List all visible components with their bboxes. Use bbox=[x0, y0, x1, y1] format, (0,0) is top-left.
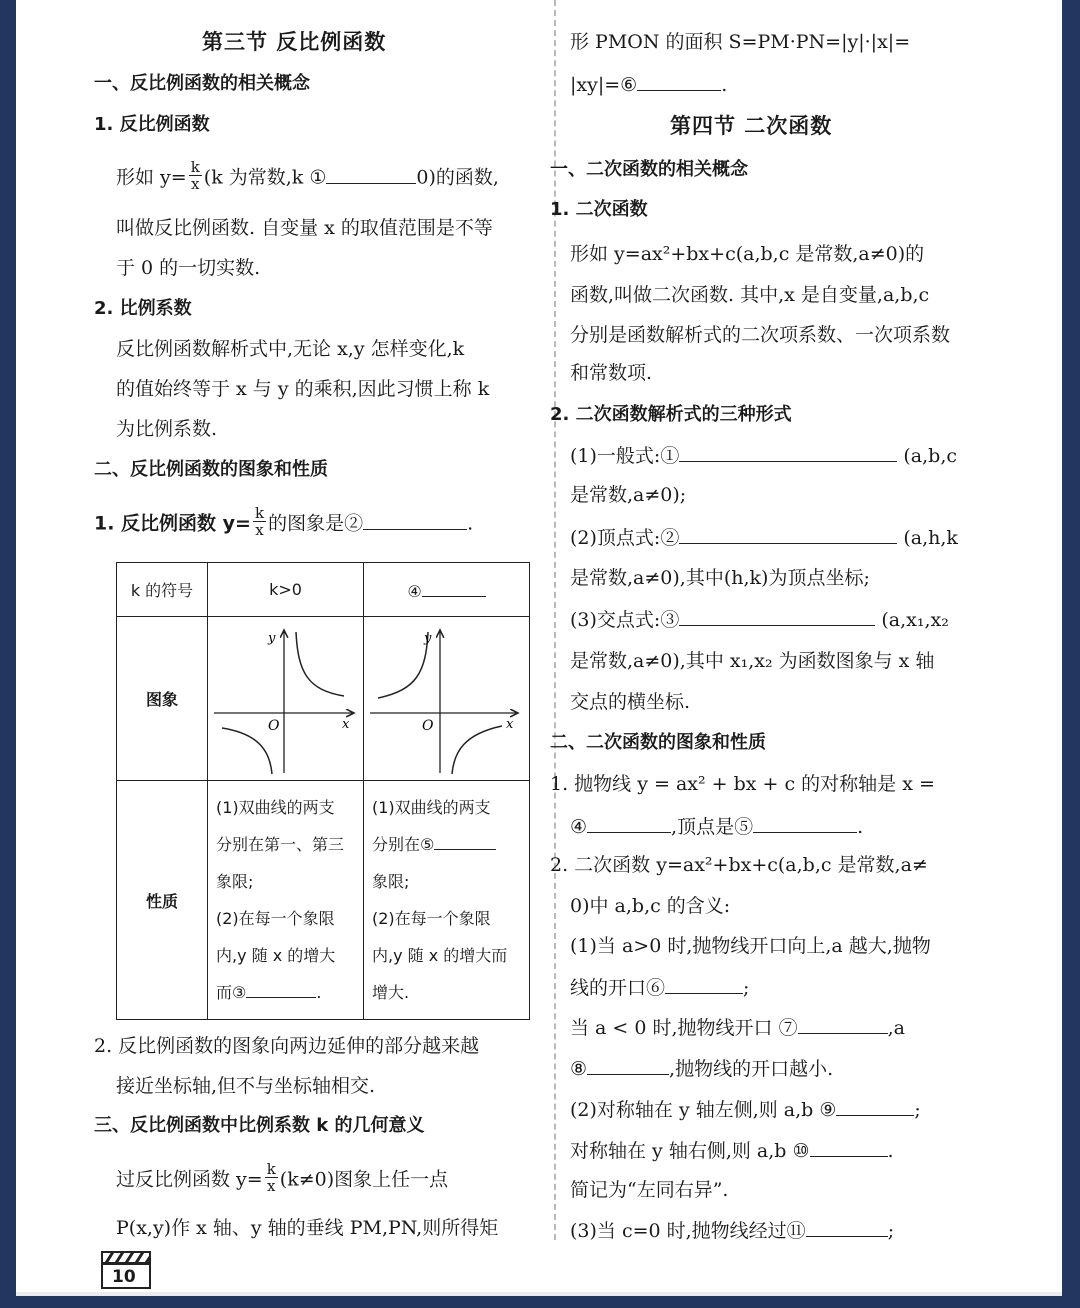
definition-line-2: 叫做反比例函数. 自变量 x 的取值范围是不等 bbox=[116, 217, 493, 239]
heading-inverse-concepts: 一、反比例函数的相关概念 bbox=[94, 73, 310, 94]
coef-b-line-2: 对称轴在 y 轴右侧,则 a,b ⑩ . bbox=[570, 1140, 894, 1162]
graph-negative-k bbox=[364, 617, 530, 781]
page-number: 10 bbox=[112, 1267, 136, 1287]
fraction-k-over-x: $\frac{k}{x}$ bbox=[254, 504, 265, 539]
blank-q7 bbox=[798, 1015, 888, 1034]
coef-a-line-3: 当 a < 0 时,抛物线开口 ⑦ ,a bbox=[570, 1017, 905, 1039]
blank-6 bbox=[637, 72, 721, 91]
axis-origin-label: O bbox=[268, 717, 280, 734]
blank-q9 bbox=[836, 1097, 914, 1116]
item2-line-2: 接近坐标轴,但不与坐标轴相交. bbox=[116, 1075, 376, 1097]
heading-inverse-definition: 1. 反比例函数 bbox=[94, 114, 210, 135]
geometric-line-1: 过反比例函数 y= $\frac{k}{x}$ (k≠0)图象上任一点 bbox=[116, 1160, 449, 1195]
table-header-sign: k 的符号 bbox=[117, 563, 208, 617]
blank-q4 bbox=[587, 814, 671, 833]
axis-y-label: y bbox=[268, 630, 276, 646]
definition-line-3: 于 0 的一切实数. bbox=[116, 257, 261, 279]
blank-3 bbox=[246, 983, 316, 998]
geometric-line-2: P(x,y)作 x 轴、y 轴的垂线 PM,PN,则所得矩 bbox=[116, 1217, 499, 1239]
coef-b-line-1: (2)对称轴在 y 轴左侧,则 a,b ⑨ ; bbox=[570, 1099, 921, 1121]
blank-q5 bbox=[753, 814, 857, 833]
form-vertex: (2)顶点式:② (a,h,k bbox=[570, 527, 958, 549]
fraction-k-over-x: $\frac{k}{x}$ bbox=[266, 1160, 276, 1195]
coef-a-line-1: (1)当 a>0 时,抛物线开口向上,a 越大,抛物 bbox=[570, 935, 931, 957]
coefficient-line-3: 为比例系数. bbox=[116, 418, 218, 440]
coefficient-line-2: 的值始终等于 x 与 y 的乘积,因此习惯上称 k bbox=[116, 378, 490, 400]
blank-q2 bbox=[679, 525, 897, 544]
heading-quadratic-graph: 二、二次函数的图象和性质 bbox=[550, 732, 766, 753]
form-intercept-line-2: 是常数,a≠0),其中 x₁,x₂ 为函数图象与 x 轴 bbox=[570, 650, 935, 672]
parabola-item-2-line-2: 0)中 a,b,c 的含义: bbox=[570, 895, 731, 917]
coef-b-line-3: 简记为“左同右异”. bbox=[570, 1179, 729, 1201]
column-divider bbox=[554, 0, 556, 1240]
fraction-k-over-x: $\frac{k}{x}$ bbox=[190, 158, 200, 193]
form-vertex-line-2: 是常数,a≠0),其中(h,k)为顶点坐标; bbox=[570, 567, 870, 589]
parabola-item-1-line-2: ④ ,顶点是⑤ . bbox=[570, 816, 864, 838]
item2-line-1: 2. 反比例函数的图象向两边延伸的部分越来越 bbox=[94, 1035, 480, 1057]
coef-a-line-4: ⑧ ,抛物线的开口越小. bbox=[570, 1058, 834, 1080]
inverse-property-table bbox=[116, 562, 530, 1020]
graph-positive-k bbox=[208, 617, 364, 781]
coefficient-line-1: 反比例函数解析式中,无论 x,y 怎样变化,k bbox=[116, 338, 465, 360]
textbook-page bbox=[16, 0, 1062, 1296]
blank-q3 bbox=[679, 607, 875, 626]
definition-line-1: 形如 y= $\frac{k}{x}$ (k 为常数,k ① 0)的函数, bbox=[116, 158, 499, 193]
graph-item-1: 1. 反比例函数 y= $\frac{k}{x}$ 的图象是② . bbox=[94, 504, 474, 539]
form-intercept-line-3: 交点的横坐标. bbox=[570, 691, 691, 713]
blank-q1 bbox=[679, 443, 897, 462]
continued-line-2: |xy|=⑥ . bbox=[570, 74, 728, 96]
quad-def-line-3: 分别是函数解析式的二次项系数、一次项系数 bbox=[570, 324, 951, 346]
coef-a-line-2: 线的开口⑥ ; bbox=[570, 977, 750, 999]
property-positive-k: (1)双曲线的两支 分别在第一、第三 象限; (2)在每一个象限 内,y 随 x 的增大 而③ . bbox=[208, 781, 364, 1020]
property-negative-k: (1)双曲线的两支 分别在⑤ 象限; (2)在每一个象限 内,y 随 x 的增大而 增大. bbox=[364, 781, 530, 1020]
quad-def-line-4: 和常数项. bbox=[570, 362, 653, 384]
blank-q10 bbox=[810, 1138, 888, 1157]
form-intercept: (3)交点式:③ (a,x₁,x₂ bbox=[570, 609, 949, 631]
table-row-graph-label: 图象 bbox=[117, 617, 208, 781]
blank-q8 bbox=[587, 1056, 669, 1075]
axis-origin-label: O bbox=[422, 717, 434, 734]
section-title-quadratic: 第四节 二次函数 bbox=[670, 114, 833, 138]
heading-quadratic-definition: 1. 二次函数 bbox=[550, 199, 648, 220]
page-number-badge bbox=[100, 1248, 154, 1290]
heading-inverse-graph: 二、反比例函数的图象和性质 bbox=[94, 459, 328, 480]
heading-coefficient: 2. 比例系数 bbox=[94, 298, 192, 319]
table-header-negative: ④ bbox=[364, 563, 530, 617]
blank-1 bbox=[326, 165, 416, 184]
parabola-item-1: 1. 抛物线 y = ax² + bx + c 的对称轴是 x = bbox=[550, 773, 935, 795]
parabola-item-2: 2. 二次函数 y=ax²+bx+c(a,b,c 是常数,a≠ bbox=[550, 854, 928, 876]
heading-geometric-meaning: 三、反比例函数中比例系数 k 的几何意义 bbox=[94, 1115, 425, 1136]
axis-x-label: x bbox=[506, 716, 514, 732]
continued-line-1: 形 PMON 的面积 S=PM·PN=|y|·|x|= bbox=[570, 31, 911, 53]
heading-three-forms: 2. 二次函数解析式的三种形式 bbox=[550, 404, 792, 425]
coef-c-line-1: (3)当 c=0 时,抛物线经过⑪ ; bbox=[570, 1220, 895, 1242]
heading-quadratic-concepts: 一、二次函数的相关概念 bbox=[550, 159, 748, 180]
form-general: (1)一般式:① (a,b,c bbox=[570, 445, 957, 467]
blank-q11 bbox=[806, 1218, 888, 1237]
quad-def-line-2: 函数,叫做二次函数. 其中,x 是自变量,a,b,c bbox=[570, 284, 930, 306]
table-row-property-label: 性质 bbox=[117, 781, 208, 1020]
table-header-positive: k>0 bbox=[208, 563, 364, 617]
blank-q6 bbox=[665, 975, 743, 994]
form-general-line-2: 是常数,a≠0); bbox=[570, 484, 687, 506]
section-title-inverse: 第三节 反比例函数 bbox=[202, 30, 387, 54]
blank-5 bbox=[434, 835, 496, 850]
quad-def-line-1: 形如 y=ax²+bx+c(a,b,c 是常数,a≠0)的 bbox=[570, 243, 925, 265]
axis-y-label: y bbox=[424, 630, 432, 646]
blank-4 bbox=[422, 578, 486, 597]
axis-x-label: x bbox=[342, 716, 350, 732]
blank-2 bbox=[363, 511, 467, 530]
